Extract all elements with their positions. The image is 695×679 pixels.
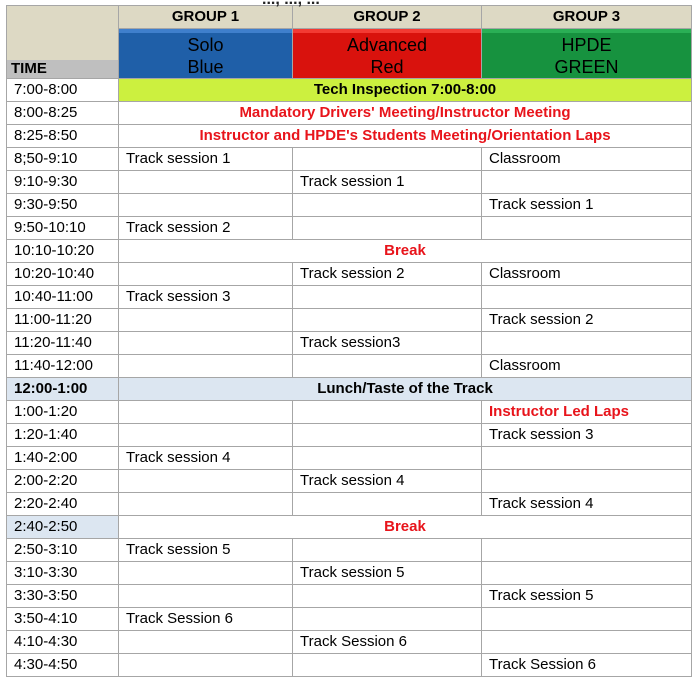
time-cell: 9:30-9:50 <box>7 194 119 217</box>
group-2-cell: Track session 5 <box>293 562 482 585</box>
group-3-cell <box>482 631 692 654</box>
group-1-cell <box>119 562 293 585</box>
time-cell: 10:10-10:20 <box>7 240 119 263</box>
group-3-cell: Track session 2 <box>482 309 692 332</box>
group-2-cell <box>293 355 482 378</box>
group-1-cell <box>119 424 293 447</box>
group-2-cell: Track session 4 <box>293 470 482 493</box>
group-header-row <box>7 6 692 29</box>
schedule-table <box>6 5 692 677</box>
group-1-cell: Track session 2 <box>119 217 293 240</box>
schedule-row <box>7 102 692 125</box>
group-2-cell: Track session 2 <box>293 263 482 286</box>
group-1-cell <box>119 355 293 378</box>
group-2-cell <box>293 447 482 470</box>
time-cell: 4:30-4:50 <box>7 654 119 677</box>
group-3-cell: Classroom <box>482 263 692 286</box>
clipped-title <box>0 0 695 5</box>
group-3-cell <box>482 608 692 631</box>
time-cell: 8:00-8:25 <box>7 102 119 125</box>
group-1-cell: Track Session 6 <box>119 608 293 631</box>
time-cell: 1:20-1:40 <box>7 424 119 447</box>
schedule-row <box>7 631 692 654</box>
time-cell: 9:10-9:30 <box>7 171 119 194</box>
tech-inspection-banner: Tech Inspection 7:00-8:00 <box>119 79 692 102</box>
group-1-name <box>119 29 293 79</box>
break-banner: Break <box>119 516 692 539</box>
group-1-cell <box>119 332 293 355</box>
group-1-cell <box>119 194 293 217</box>
schedule-row <box>7 332 692 355</box>
meeting-banner: Instructor and HPDE's Students Meeting/Orientation Laps <box>119 125 692 148</box>
time-cell: 4:10-4:30 <box>7 631 119 654</box>
group-3-cell: Track session 1 <box>482 194 692 217</box>
time-label: TIME <box>7 60 118 78</box>
time-cell: 9:50-10:10 <box>7 217 119 240</box>
group-3-cell: Classroom <box>482 148 692 171</box>
schedule-row <box>7 355 692 378</box>
group-1-cell: Track session 4 <box>119 447 293 470</box>
group-2-cell: Track Session 6 <box>293 631 482 654</box>
group-1-cell <box>119 171 293 194</box>
time-cell: 2:40-2:50 <box>7 516 119 539</box>
time-column-header <box>7 6 119 79</box>
schedule-row <box>7 286 692 309</box>
group-2-cell <box>293 539 482 562</box>
group-3-cell <box>482 562 692 585</box>
time-cell: 11:00-11:20 <box>7 309 119 332</box>
time-cell: 3:30-3:50 <box>7 585 119 608</box>
time-cell: 10:20-10:40 <box>7 263 119 286</box>
group-2-cell <box>293 148 482 171</box>
schedule-row <box>7 608 692 631</box>
group-3-cell <box>482 217 692 240</box>
time-cell: 2:20-2:40 <box>7 493 119 516</box>
group-2-cell: Track session3 <box>293 332 482 355</box>
group-1-label: GROUP 1 <box>119 6 293 29</box>
group-3-cell: Instructor Led Laps <box>482 401 692 424</box>
group-1-cell: Track session 1 <box>119 148 293 171</box>
time-cell: 11:20-11:40 <box>7 332 119 355</box>
group-3-cell <box>482 171 692 194</box>
schedule-row <box>7 309 692 332</box>
group-2-cell <box>293 654 482 677</box>
group-2-name-line1: Advanced <box>346 35 428 55</box>
group-3-cell: Track session 3 <box>482 424 692 447</box>
group-3-cell: Track session 5 <box>482 585 692 608</box>
group-2-cell: Track session 1 <box>293 171 482 194</box>
time-cell: 3:10-3:30 <box>7 562 119 585</box>
group-2-cell <box>293 309 482 332</box>
group-3-cell: Track session 4 <box>482 493 692 516</box>
group-2-label: GROUP 2 <box>293 6 482 29</box>
schedule-row <box>7 378 692 401</box>
time-cell: 8:25-8:50 <box>7 125 119 148</box>
break-banner: Break <box>119 240 692 263</box>
time-cell: 11:40-12:00 <box>7 355 119 378</box>
group-1-cell: Track session 3 <box>119 286 293 309</box>
time-cell: 12:00-1:00 <box>7 378 119 401</box>
time-cell: 1:00-1:20 <box>7 401 119 424</box>
group-1-name-line1: Solo <box>187 35 224 55</box>
group-1-name-line2: Blue <box>187 57 224 77</box>
group-3-name-line1: HPDE <box>561 35 612 55</box>
schedule-row <box>7 125 692 148</box>
group-2-cell <box>293 194 482 217</box>
group-3-cell <box>482 332 692 355</box>
group-3-cell <box>482 447 692 470</box>
group-3-cell: Classroom <box>482 355 692 378</box>
group-3-cell <box>482 286 692 309</box>
group-2-name <box>293 29 482 79</box>
schedule-row <box>7 240 692 263</box>
schedule-row <box>7 447 692 470</box>
group-1-cell <box>119 585 293 608</box>
group-3-label: GROUP 3 <box>482 6 692 29</box>
time-cell: 3:50-4:10 <box>7 608 119 631</box>
group-1-cell <box>119 401 293 424</box>
group-1-cell <box>119 631 293 654</box>
group-1-cell <box>119 309 293 332</box>
group-3-cell: Track Session 6 <box>482 654 692 677</box>
group-2-cell <box>293 608 482 631</box>
schedule-row <box>7 424 692 447</box>
group-2-cell <box>293 217 482 240</box>
lunch-banner: Lunch/Taste of the Track <box>119 378 692 401</box>
group-2-name-line2: Red <box>370 57 404 77</box>
group-1-cell: Track session 5 <box>119 539 293 562</box>
schedule-row <box>7 79 692 102</box>
schedule-row <box>7 263 692 286</box>
schedule-row <box>7 171 692 194</box>
group-3-cell <box>482 539 692 562</box>
schedule-row <box>7 148 692 171</box>
group-2-cell <box>293 401 482 424</box>
group-3-name <box>482 29 692 79</box>
group-2-cell <box>293 585 482 608</box>
schedule-row <box>7 654 692 677</box>
schedule-row <box>7 493 692 516</box>
schedule-row <box>7 516 692 539</box>
group-1-cell <box>119 470 293 493</box>
group-2-cell <box>293 286 482 309</box>
schedule-row <box>7 539 692 562</box>
group-1-cell <box>119 263 293 286</box>
time-cell: 10:40-11:00 <box>7 286 119 309</box>
group-1-cell <box>119 654 293 677</box>
time-cell: 2:50-3:10 <box>7 539 119 562</box>
time-cell: 8;50-9:10 <box>7 148 119 171</box>
group-1-cell <box>119 493 293 516</box>
group-3-name-line2: GREEN <box>554 57 619 77</box>
group-2-cell <box>293 493 482 516</box>
time-cell: 2:00-2:20 <box>7 470 119 493</box>
schedule-row <box>7 470 692 493</box>
schedule-row <box>7 585 692 608</box>
time-cell: 7:00-8:00 <box>7 79 119 102</box>
schedule-row <box>7 401 692 424</box>
group-2-cell <box>293 424 482 447</box>
schedule-row <box>7 217 692 240</box>
schedule-row <box>7 562 692 585</box>
meeting-banner: Mandatory Drivers' Meeting/Instructor Meeting <box>119 102 692 125</box>
schedule-row <box>7 194 692 217</box>
time-cell: 1:40-2:00 <box>7 447 119 470</box>
group-3-cell <box>482 470 692 493</box>
